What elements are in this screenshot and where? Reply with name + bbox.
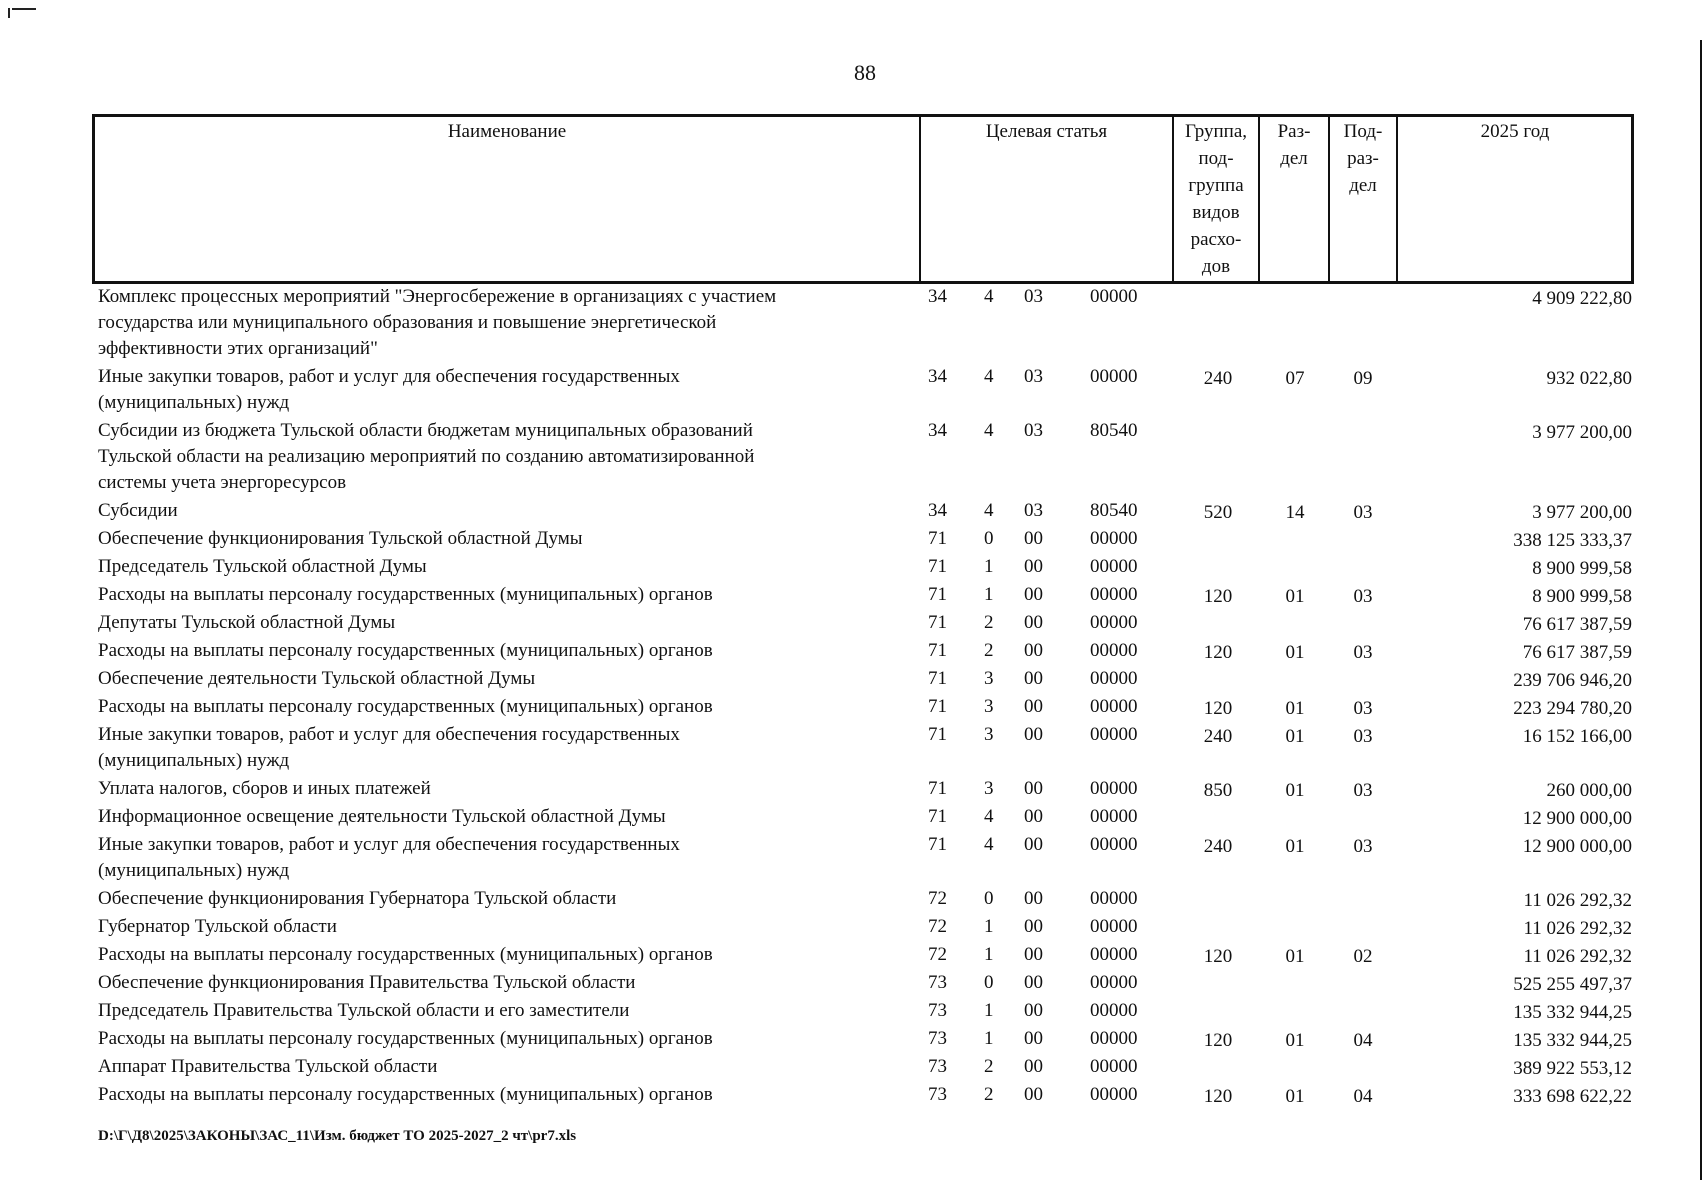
row-name (98, 638, 878, 664)
row-code-direction: 00000 (1090, 286, 1138, 307)
row-code-structural: 00 (1024, 834, 1043, 855)
row-code-direction: 00000 (1090, 612, 1138, 633)
row-name-line: Обеспечение функционирования Губернатора Тульской области (98, 888, 617, 909)
row-amount: 76 617 387,59 (1522, 642, 1632, 663)
row-code-subprogram: 2 (984, 640, 994, 661)
row-code-program: 71 (928, 696, 947, 717)
row-name (98, 610, 878, 636)
row-code-program: 71 (928, 778, 947, 799)
row-code-program: 73 (928, 1000, 947, 1021)
row-amount: 3 977 200,00 (1532, 502, 1632, 523)
row-subsection: 09 (1353, 368, 1373, 389)
row-name-line: Обеспечение функционирования Тульской областной Думы (98, 528, 583, 549)
header-target-article (921, 114, 1174, 284)
row-name-line: Председатель Правительства Тульской области и его заместители (98, 1000, 630, 1021)
row-code-structural: 03 (1024, 366, 1043, 387)
row-amount: 11 026 292,32 (1523, 918, 1632, 939)
row-name-line: Расходы на выплаты персоналу государственных (муниципальных) органов (98, 584, 713, 605)
row-code-program: 71 (928, 806, 947, 827)
row-code-subprogram: 1 (984, 916, 994, 937)
header-group-line: расхо- (1190, 229, 1242, 250)
row-amount: 8 900 999,58 (1532, 586, 1632, 607)
row-code-direction: 00000 (1090, 696, 1138, 717)
row-section: 01 (1285, 642, 1305, 663)
row-code-direction: 80540 (1090, 500, 1138, 521)
row-name-line: Депутаты Тульской областной Думы (98, 612, 396, 633)
row-code-program: 73 (928, 1084, 947, 1105)
row-code-subprogram: 1 (984, 584, 994, 605)
row-code-structural: 03 (1024, 420, 1043, 441)
row-code-program: 71 (928, 612, 947, 633)
row-code-direction: 00000 (1090, 1084, 1138, 1105)
header-target-article-label: Целевая статья (985, 121, 1108, 142)
row-name (98, 776, 878, 802)
row-code-subprogram: 3 (984, 778, 994, 799)
row-expense-group: 850 (1203, 780, 1233, 801)
row-code-structural: 00 (1024, 584, 1043, 605)
header-subsection-line: дел (1349, 175, 1377, 196)
row-code-direction: 00000 (1090, 668, 1138, 689)
row-name (98, 582, 878, 608)
row-name-line: Иные закупки товаров, работ и услуг для обеспечения государственных (98, 834, 680, 855)
row-code-program: 71 (928, 640, 947, 661)
row-code-structural: 00 (1024, 1056, 1043, 1077)
row-name-line: (муниципальных) нужд (98, 860, 290, 881)
row-section: 07 (1285, 368, 1305, 389)
row-name-line: Аппарат Правительства Тульской области (98, 1056, 438, 1077)
row-amount: 11 026 292,32 (1523, 890, 1632, 911)
row-code-structural: 00 (1024, 696, 1043, 717)
row-code-structural: 00 (1024, 944, 1043, 965)
row-name-line: Расходы на выплаты персоналу государственных (муниципальных) органов (98, 1028, 713, 1049)
row-name (98, 666, 878, 692)
row-name-line: (муниципальных) нужд (98, 750, 290, 771)
row-code-direction: 00000 (1090, 640, 1138, 661)
row-amount: 76 617 387,59 (1522, 614, 1632, 635)
row-code-subprogram: 3 (984, 668, 994, 689)
row-name-line: Расходы на выплаты персоналу государственных (муниципальных) органов (98, 1084, 713, 1105)
row-name-line: Председатель Тульской областной Думы (98, 556, 427, 577)
row-name-line: Расходы на выплаты персоналу государственных (муниципальных) органов (98, 640, 713, 661)
row-name-line: Обеспечение деятельности Тульской областной Думы (98, 668, 536, 689)
corner-bar (12, 8, 36, 10)
row-name-line: эффективности этих организаций" (98, 338, 378, 359)
row-code-subprogram: 3 (984, 724, 994, 745)
row-section: 01 (1285, 698, 1305, 719)
row-code-structural: 00 (1024, 778, 1043, 799)
row-name (98, 914, 878, 940)
row-code-subprogram: 0 (984, 888, 994, 909)
row-code-structural: 00 (1024, 724, 1043, 745)
row-code-subprogram: 4 (984, 834, 994, 855)
row-code-program: 71 (928, 528, 947, 549)
row-code-subprogram: 4 (984, 286, 994, 307)
header-group-line: группа (1188, 175, 1244, 196)
row-amount: 525 255 497,37 (1513, 974, 1632, 995)
row-name-line: Иные закупки товаров, работ и услуг для обеспечения государственных (98, 724, 680, 745)
header-subsection-line: Под- (1343, 121, 1383, 142)
header-group (1174, 114, 1260, 284)
row-code-subprogram: 0 (984, 528, 994, 549)
row-code-structural: 00 (1024, 528, 1043, 549)
row-code-subprogram: 1 (984, 1000, 994, 1021)
header-group-line: дов (1201, 256, 1231, 277)
row-code-structural: 03 (1024, 286, 1043, 307)
row-code-program: 71 (928, 584, 947, 605)
row-code-structural: 00 (1024, 972, 1043, 993)
row-expense-group: 120 (1203, 586, 1233, 607)
row-amount: 16 152 166,00 (1522, 726, 1632, 747)
row-section: 01 (1285, 726, 1305, 747)
header-name (95, 114, 921, 284)
row-code-structural: 00 (1024, 1000, 1043, 1021)
row-name-line: Обеспечение функционирования Правительства Тульской области (98, 972, 636, 993)
header-group-line: видов (1192, 202, 1240, 223)
row-expense-group: 120 (1203, 1030, 1233, 1051)
row-code-program: 34 (928, 420, 947, 441)
header-year-label: 2025 год (1480, 121, 1550, 142)
row-code-direction: 80540 (1090, 420, 1138, 441)
row-code-direction: 00000 (1090, 1000, 1138, 1021)
row-code-direction: 00000 (1090, 1028, 1138, 1049)
row-code-program: 34 (928, 366, 947, 387)
row-name-line: Информационное освещение деятельности Тульской областной Думы (98, 806, 666, 827)
row-subsection: 04 (1353, 1086, 1373, 1107)
row-expense-group: 120 (1203, 642, 1233, 663)
row-code-subprogram: 2 (984, 612, 994, 633)
row-name (98, 722, 878, 774)
row-code-direction: 00000 (1090, 584, 1138, 605)
row-subsection: 03 (1353, 780, 1373, 801)
row-code-subprogram: 1 (984, 556, 994, 577)
row-name-line: Тульской области на реализацию мероприятий по созданию автоматизированной (98, 446, 755, 467)
row-amount: 333 698 622,22 (1513, 1086, 1632, 1107)
row-expense-group: 120 (1203, 698, 1233, 719)
row-section: 01 (1285, 1086, 1305, 1107)
row-name-line: Комплекс процессных мероприятий "Энергосбережение в организациях с участием (98, 286, 777, 307)
row-name-line: системы учета энергоресурсов (98, 472, 347, 493)
row-subsection: 03 (1353, 642, 1373, 663)
row-code-program: 72 (928, 916, 947, 937)
row-name (98, 498, 878, 524)
row-code-direction: 00000 (1090, 1056, 1138, 1077)
row-name (98, 998, 878, 1024)
row-section: 01 (1285, 836, 1305, 857)
header-section-line: дел (1280, 148, 1308, 169)
page-number: 88 (854, 60, 876, 85)
corner-mark (4, 6, 30, 18)
row-name-line: Губернатор Тульской области (98, 916, 337, 937)
header-section-line: Раз- (1277, 121, 1311, 142)
row-code-structural: 00 (1024, 640, 1043, 661)
row-name-line: Расходы на выплаты персоналу государственных (муниципальных) органов (98, 696, 713, 717)
row-code-structural: 00 (1024, 806, 1043, 827)
row-code-program: 71 (928, 556, 947, 577)
row-code-program: 73 (928, 1028, 947, 1049)
row-code-structural: 03 (1024, 500, 1043, 521)
page-edge-line (1700, 40, 1702, 1180)
row-code-structural: 00 (1024, 668, 1043, 689)
header-subsection-line: раз- (1347, 148, 1379, 169)
row-code-direction: 00000 (1090, 724, 1138, 745)
row-amount: 8 900 999,58 (1532, 558, 1632, 579)
row-expense-group: 120 (1203, 1086, 1233, 1107)
row-code-direction: 00000 (1090, 944, 1138, 965)
row-code-structural: 00 (1024, 1028, 1043, 1049)
header-name-label: Наименование (447, 121, 567, 142)
row-name-line: (муниципальных) нужд (98, 392, 290, 413)
row-code-structural: 00 (1024, 888, 1043, 909)
row-section: 01 (1285, 586, 1305, 607)
row-name-line: Расходы на выплаты персоналу государственных (муниципальных) органов (98, 944, 713, 965)
header-subsection (1330, 114, 1398, 284)
row-code-subprogram: 4 (984, 420, 994, 441)
row-name (98, 284, 878, 362)
row-code-structural: 00 (1024, 556, 1043, 577)
row-code-subprogram: 2 (984, 1056, 994, 1077)
row-code-subprogram: 0 (984, 972, 994, 993)
row-amount: 135 332 944,25 (1513, 1002, 1632, 1023)
row-amount: 12 900 000,00 (1522, 836, 1632, 857)
row-expense-group: 240 (1203, 726, 1233, 747)
row-name-line: государства или муниципального образования и повышение энергетической (98, 312, 717, 333)
header-year (1398, 114, 1632, 284)
row-subsection: 03 (1353, 698, 1373, 719)
header-group-line: под- (1198, 148, 1234, 169)
row-code-direction: 00000 (1090, 888, 1138, 909)
row-code-subprogram: 1 (984, 1028, 994, 1049)
header-section (1260, 114, 1330, 284)
row-code-program: 71 (928, 668, 947, 689)
row-code-subprogram: 4 (984, 806, 994, 827)
row-name (98, 1054, 878, 1080)
row-name (98, 804, 878, 830)
row-name-line: Уплата налогов, сборов и иных платежей (98, 778, 431, 799)
row-amount: 12 900 000,00 (1522, 808, 1632, 829)
row-code-subprogram: 4 (984, 366, 994, 387)
row-code-direction: 00000 (1090, 972, 1138, 993)
row-name-line: Субсидии из бюджета Тульской области бюджетам муниципальных образований (98, 420, 753, 441)
row-code-program: 72 (928, 888, 947, 909)
row-amount: 389 922 553,12 (1513, 1058, 1632, 1079)
row-code-subprogram: 1 (984, 944, 994, 965)
row-amount: 135 332 944,25 (1513, 1030, 1632, 1051)
row-section: 01 (1285, 1030, 1305, 1051)
corner-tick (8, 8, 10, 18)
row-code-program: 71 (928, 724, 947, 745)
row-amount: 260 000,00 (1546, 780, 1632, 801)
row-amount: 11 026 292,32 (1523, 946, 1632, 967)
row-code-direction: 00000 (1090, 778, 1138, 799)
row-expense-group: 240 (1203, 368, 1233, 389)
row-amount: 338 125 333,37 (1513, 530, 1632, 551)
row-amount: 239 706 946,20 (1513, 670, 1632, 691)
row-code-program: 71 (928, 834, 947, 855)
row-name (98, 554, 878, 580)
row-code-direction: 00000 (1090, 556, 1138, 577)
row-code-program: 72 (928, 944, 947, 965)
row-code-subprogram: 3 (984, 696, 994, 717)
row-code-subprogram: 4 (984, 500, 994, 521)
row-subsection: 03 (1353, 726, 1373, 747)
row-name (98, 694, 878, 720)
row-name (98, 970, 878, 996)
row-name (98, 364, 878, 416)
row-amount: 3 977 200,00 (1532, 422, 1632, 443)
row-code-program: 34 (928, 500, 947, 521)
row-amount: 932 022,80 (1546, 368, 1632, 389)
row-subsection: 04 (1353, 1030, 1373, 1051)
row-name-line: Субсидии (98, 500, 178, 521)
row-name (98, 526, 878, 552)
row-subsection: 03 (1353, 836, 1373, 857)
row-code-direction: 00000 (1090, 366, 1138, 387)
row-section: 14 (1285, 502, 1305, 523)
row-amount: 223 294 780,20 (1513, 698, 1632, 719)
row-section: 01 (1285, 780, 1305, 801)
row-code-structural: 00 (1024, 916, 1043, 937)
row-code-direction: 00000 (1090, 834, 1138, 855)
row-name (98, 832, 878, 884)
row-subsection: 03 (1353, 586, 1373, 607)
row-name-line: Иные закупки товаров, работ и услуг для обеспечения государственных (98, 366, 680, 387)
row-name (98, 418, 878, 496)
row-code-direction: 00000 (1090, 806, 1138, 827)
row-code-structural: 00 (1024, 1084, 1043, 1105)
row-subsection: 02 (1353, 946, 1373, 967)
row-expense-group: 120 (1203, 946, 1233, 967)
row-name (98, 942, 878, 968)
row-code-program: 34 (928, 286, 947, 307)
row-expense-group: 520 (1203, 502, 1233, 523)
row-code-direction: 00000 (1090, 528, 1138, 549)
row-name (98, 1026, 878, 1052)
row-code-subprogram: 2 (984, 1084, 994, 1105)
row-code-direction: 00000 (1090, 916, 1138, 937)
row-amount: 4 909 222,80 (1532, 288, 1632, 309)
row-section: 01 (1285, 946, 1305, 967)
row-name (98, 886, 878, 912)
file-path-footer: D:\Г\Д8\2025\ЗАКОНЫ\ЗАС_11\Изм. бюджет ТО 2025-2027_2 чт\pr7.xls (98, 1128, 577, 1144)
row-expense-group: 240 (1203, 836, 1233, 857)
row-code-program: 73 (928, 972, 947, 993)
row-code-program: 73 (928, 1056, 947, 1077)
row-subsection: 03 (1353, 502, 1373, 523)
header-group-line: Группа, (1184, 121, 1248, 142)
row-name (98, 1082, 878, 1108)
row-code-structural: 00 (1024, 612, 1043, 633)
